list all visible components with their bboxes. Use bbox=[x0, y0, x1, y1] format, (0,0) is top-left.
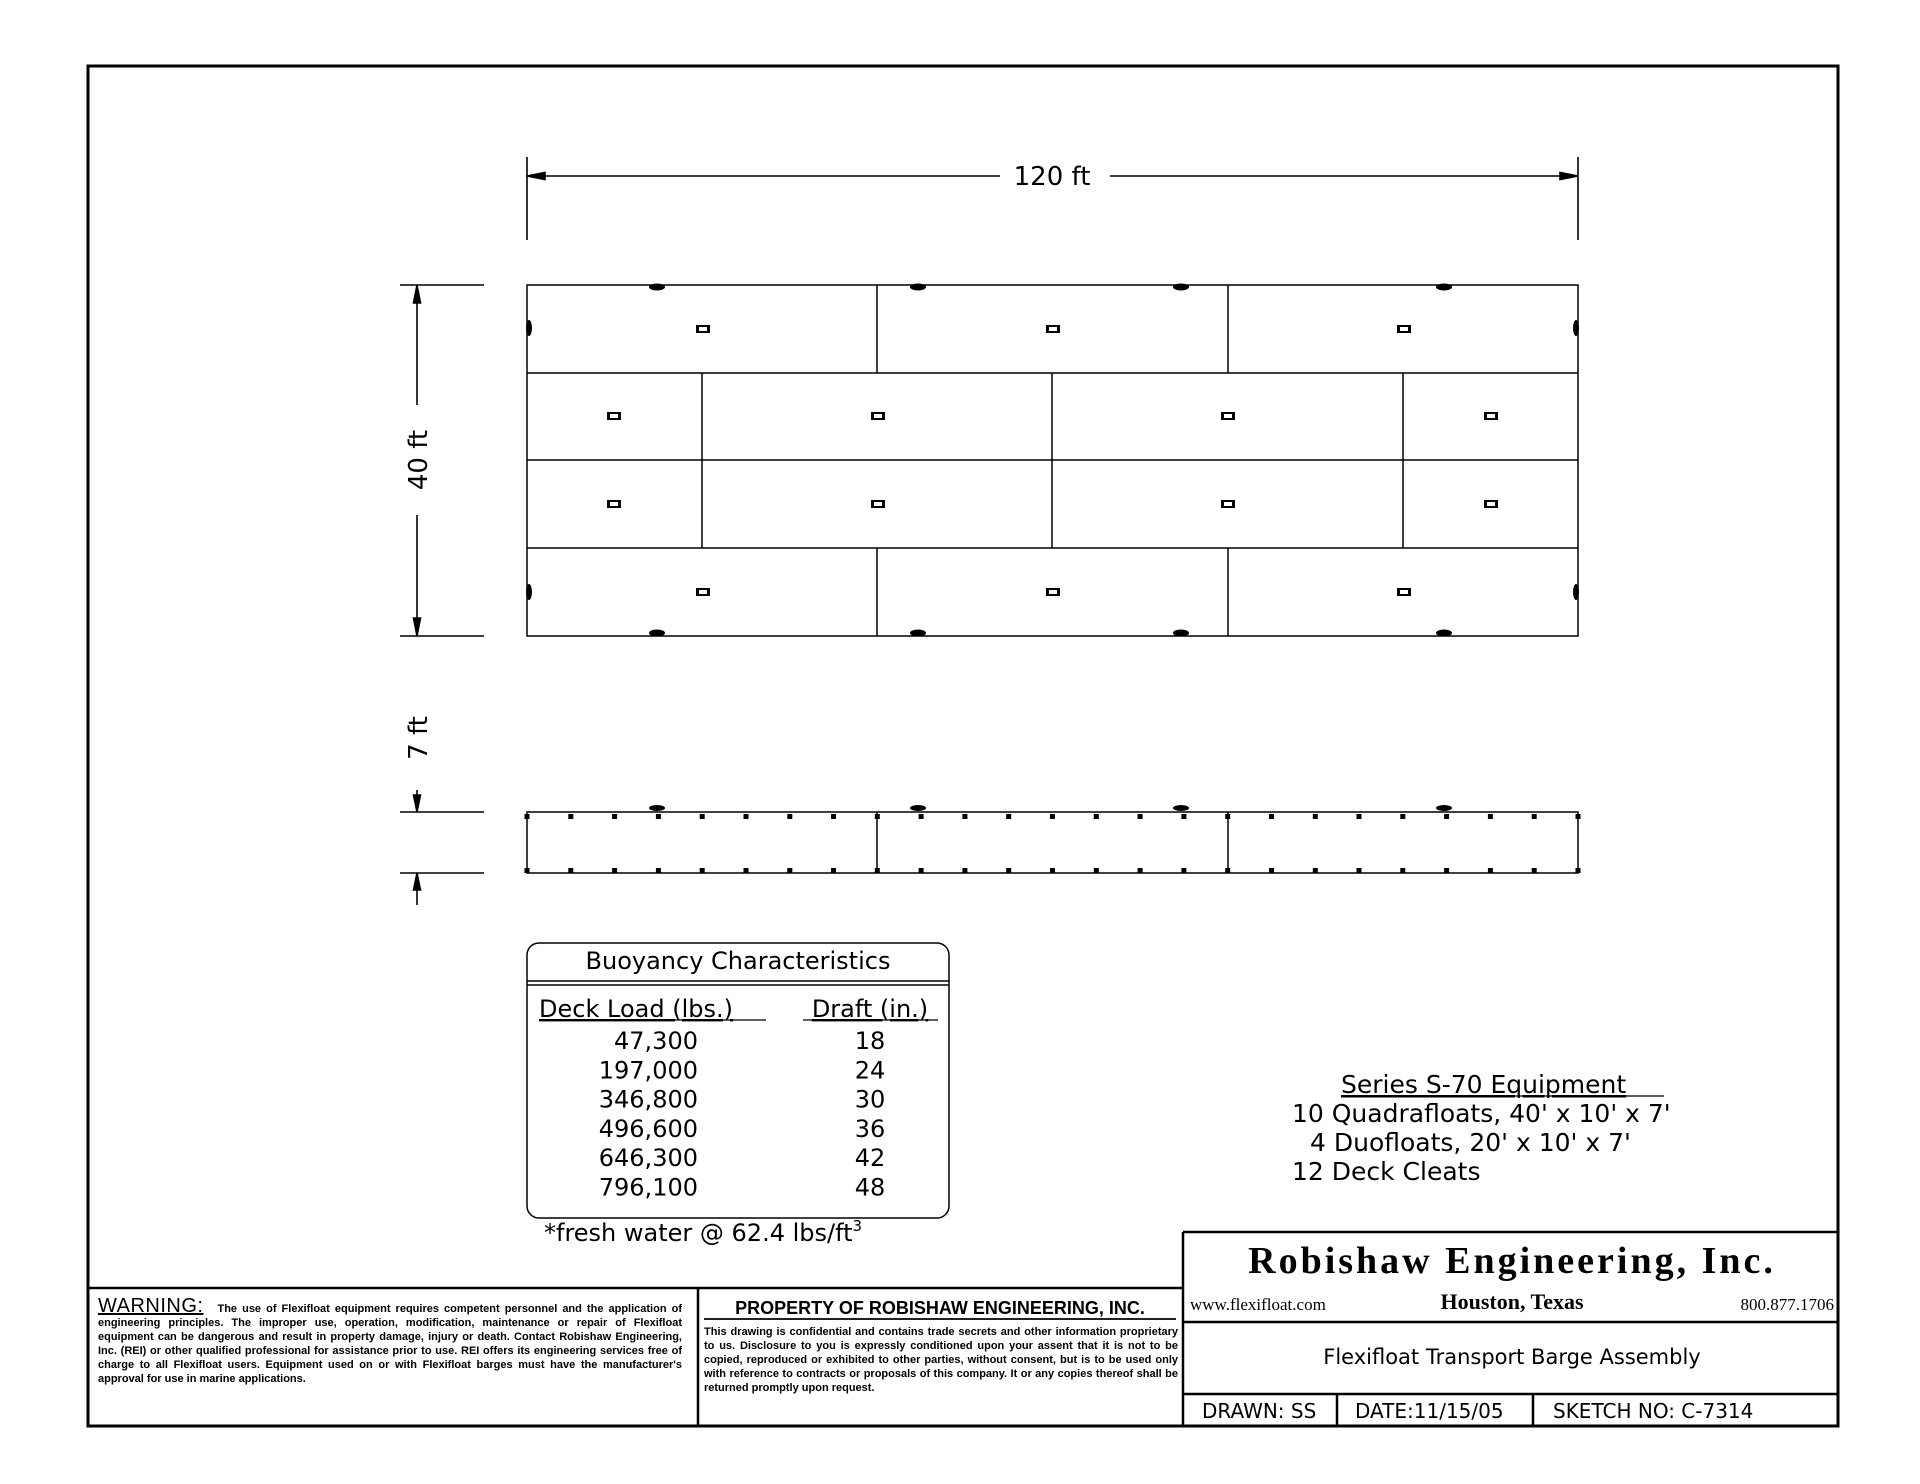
connector-pin bbox=[962, 814, 967, 819]
equipment-title: Series S-70 Equipment bbox=[1341, 1070, 1627, 1099]
draft-value: 30 bbox=[854, 1085, 886, 1114]
connector-pin bbox=[1181, 814, 1186, 819]
side-elevation bbox=[527, 812, 1578, 873]
connector-pin bbox=[1488, 868, 1493, 873]
deck-load-value: 346,800 bbox=[598, 1085, 698, 1114]
phone: 800.877.1706 bbox=[1740, 1295, 1834, 1314]
deck-load-value: 646,300 bbox=[598, 1144, 698, 1173]
side-cleats bbox=[649, 805, 1452, 811]
connector-pin bbox=[1532, 814, 1537, 819]
connector-pin bbox=[1094, 868, 1099, 873]
deck-load-value: 496,600 bbox=[598, 1114, 698, 1143]
connector-pin bbox=[1138, 868, 1143, 873]
drawing-date: DATE:11/15/05 bbox=[1355, 1399, 1504, 1423]
connector-pin bbox=[568, 814, 573, 819]
deck-load-value: 47,300 bbox=[614, 1027, 698, 1055]
connector-pin bbox=[1488, 814, 1493, 819]
equipment-list bbox=[1292, 1070, 1671, 1186]
connector-pin bbox=[831, 814, 836, 819]
connector-pin bbox=[1269, 868, 1274, 873]
connector-pin bbox=[1225, 814, 1230, 819]
connector-pin bbox=[1138, 814, 1143, 819]
length-label: 120 ft bbox=[1013, 162, 1091, 192]
warning-notice bbox=[98, 1295, 682, 1386]
connector-pin bbox=[919, 814, 924, 819]
fresh-water-note: *fresh water @ 62.4 lbs/$ft^3$ bbox=[544, 1217, 863, 1247]
plan-view bbox=[527, 285, 1578, 636]
connector-pin bbox=[1006, 814, 1011, 819]
deck-load-header: Deck Load (lbs.) bbox=[539, 995, 733, 1023]
company-name: Robishaw Engineering, Inc. bbox=[1248, 1240, 1776, 1282]
connector-pin bbox=[1444, 868, 1449, 873]
connector-pin bbox=[875, 814, 880, 819]
connector-pin bbox=[1050, 868, 1055, 873]
connector-pin bbox=[744, 814, 749, 819]
connector-pin bbox=[875, 868, 880, 873]
width-label: 40 ft bbox=[404, 429, 434, 491]
connector-pin bbox=[1094, 814, 1099, 819]
equipment-item: 12 Deck Cleats bbox=[1292, 1157, 1481, 1186]
connector-pin bbox=[1006, 868, 1011, 873]
connector-pin bbox=[656, 814, 661, 819]
connector-pin bbox=[919, 868, 924, 873]
connector-pin bbox=[656, 868, 661, 873]
connector-pin bbox=[568, 868, 573, 873]
connector-pin bbox=[1357, 814, 1362, 819]
property-notice: This drawing is confidential and contains trade secrets and other information proprietary to us. Disclosure to you is expressly conditioned upon your assent that it is not to be copied, reproduced or exhibited to other parties, without consent, but is to be used only with reference to contracts or proposals of this company. It or any copies thereof shall be returned promptly upon request. bbox=[704, 1326, 1178, 1394]
connector-pin bbox=[1532, 868, 1537, 873]
connector-pin bbox=[744, 868, 749, 873]
equipment-item: 10 Quadrafloats, 40' x 10' x 7' bbox=[1292, 1099, 1671, 1128]
website: www.flexifloat.com bbox=[1190, 1295, 1326, 1314]
height-label: 7 ft bbox=[404, 716, 434, 760]
connector-pin bbox=[525, 868, 530, 873]
buoyancy-title: Buoyancy Characteristics bbox=[585, 947, 891, 975]
connector-pin bbox=[962, 868, 967, 873]
draft-value: 24 bbox=[854, 1056, 886, 1085]
connector-pin bbox=[1444, 814, 1449, 819]
location: Houston, Texas bbox=[1440, 1289, 1584, 1314]
connector-pin bbox=[1269, 814, 1274, 819]
connector-pin bbox=[612, 868, 617, 873]
side-connector-pins bbox=[525, 814, 1581, 873]
connector-pin bbox=[612, 814, 617, 819]
connector-pin bbox=[1576, 868, 1581, 873]
connector-pin bbox=[1225, 868, 1230, 873]
draft-value: 18 bbox=[854, 1027, 886, 1055]
deck-load-value: 197,000 bbox=[598, 1056, 698, 1085]
connector-pin bbox=[787, 868, 792, 873]
property-title: PROPERTY OF ROBISHAW ENGINEERING, INC. bbox=[735, 1298, 1145, 1318]
connector-pin bbox=[831, 868, 836, 873]
connector-pin bbox=[1050, 814, 1055, 819]
draft-header: Draft (in.) bbox=[811, 995, 929, 1023]
connector-pin bbox=[1181, 868, 1186, 873]
sketch-number: SKETCH NO: C-7314 bbox=[1553, 1399, 1754, 1423]
drawn-by: DRAWN: SS bbox=[1202, 1399, 1317, 1423]
warning-title: WARNING: bbox=[98, 1295, 204, 1317]
draft-value: 48 bbox=[854, 1173, 886, 1202]
connector-pin bbox=[1313, 868, 1318, 873]
warning-text: The use of Flexifloat equipment requires competent personnel and the application of engineering principles. The improper use, operation, modification, maintenance or repair of Flexifloat equipment can be dangerous and result in property damage, injury or death. Contact Robishaw Engineering, Inc. (REI) or other qualified professional for assistance prior to use. REI offers its engineering services free of charge to all Flexifloat users. Equipment used on or with Flexifloat barges must have the manufacturer's approval for use in marine applications. bbox=[98, 1303, 682, 1385]
connector-pin bbox=[700, 868, 705, 873]
equipment-item: 4 Duofloats, 20' x 10' x 7' bbox=[1310, 1128, 1631, 1157]
connector-pin bbox=[525, 814, 530, 819]
connector-pin bbox=[1357, 868, 1362, 873]
height-dimension bbox=[400, 790, 484, 905]
buoyancy-table bbox=[527, 943, 949, 1218]
connector-pin bbox=[1576, 814, 1581, 819]
connector-pin bbox=[787, 814, 792, 819]
connector-pin bbox=[1400, 868, 1405, 873]
connector-pin bbox=[1313, 814, 1318, 819]
connector-pin bbox=[1400, 814, 1405, 819]
draft-value: 42 bbox=[854, 1144, 886, 1173]
connector-pin bbox=[700, 814, 705, 819]
drawing-frame bbox=[88, 66, 1838, 1426]
draft-value: 36 bbox=[854, 1114, 886, 1143]
drawing-title: Flexifloat Transport Barge Assembly bbox=[1323, 1345, 1701, 1369]
deck-load-value: 796,100 bbox=[598, 1173, 698, 1202]
